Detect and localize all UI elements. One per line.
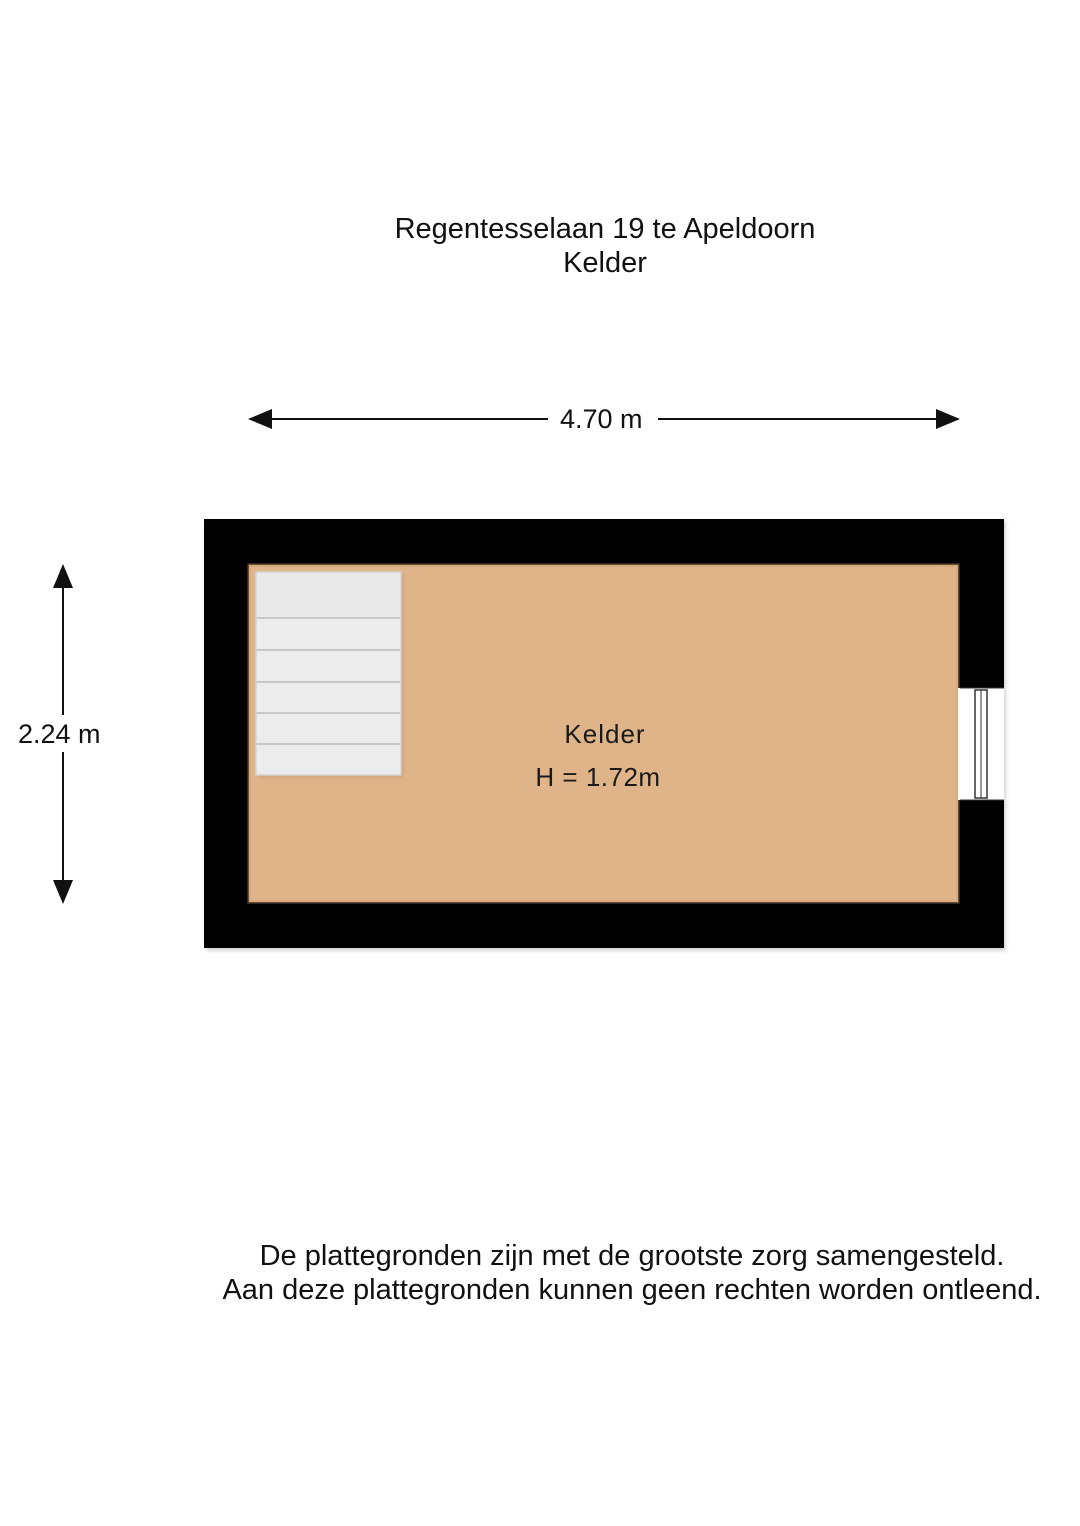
floor-title: Kelder bbox=[563, 247, 647, 279]
width-dimension-label: 4.70 m bbox=[560, 404, 643, 434]
disclaimer-line-1: De plattegronden zijn met de grootste zorg samengesteld. bbox=[259, 1240, 1005, 1272]
disclaimer bbox=[190, 1239, 1074, 1307]
disclaimer-line-2: Aan deze plattegronden kunnen geen rechten worden ontleend. bbox=[222, 1274, 1042, 1306]
stairs-icon bbox=[256, 572, 403, 777]
window-icon bbox=[958, 688, 1004, 800]
plan-header bbox=[0, 212, 1080, 280]
address-title: Regentesselaan 19 te Apeldoorn bbox=[394, 213, 816, 245]
room-name-label: Kelder bbox=[564, 719, 646, 749]
room-height-label: H = 1.72m bbox=[535, 762, 661, 792]
height-dimension-label: 2.24 m bbox=[18, 719, 101, 749]
